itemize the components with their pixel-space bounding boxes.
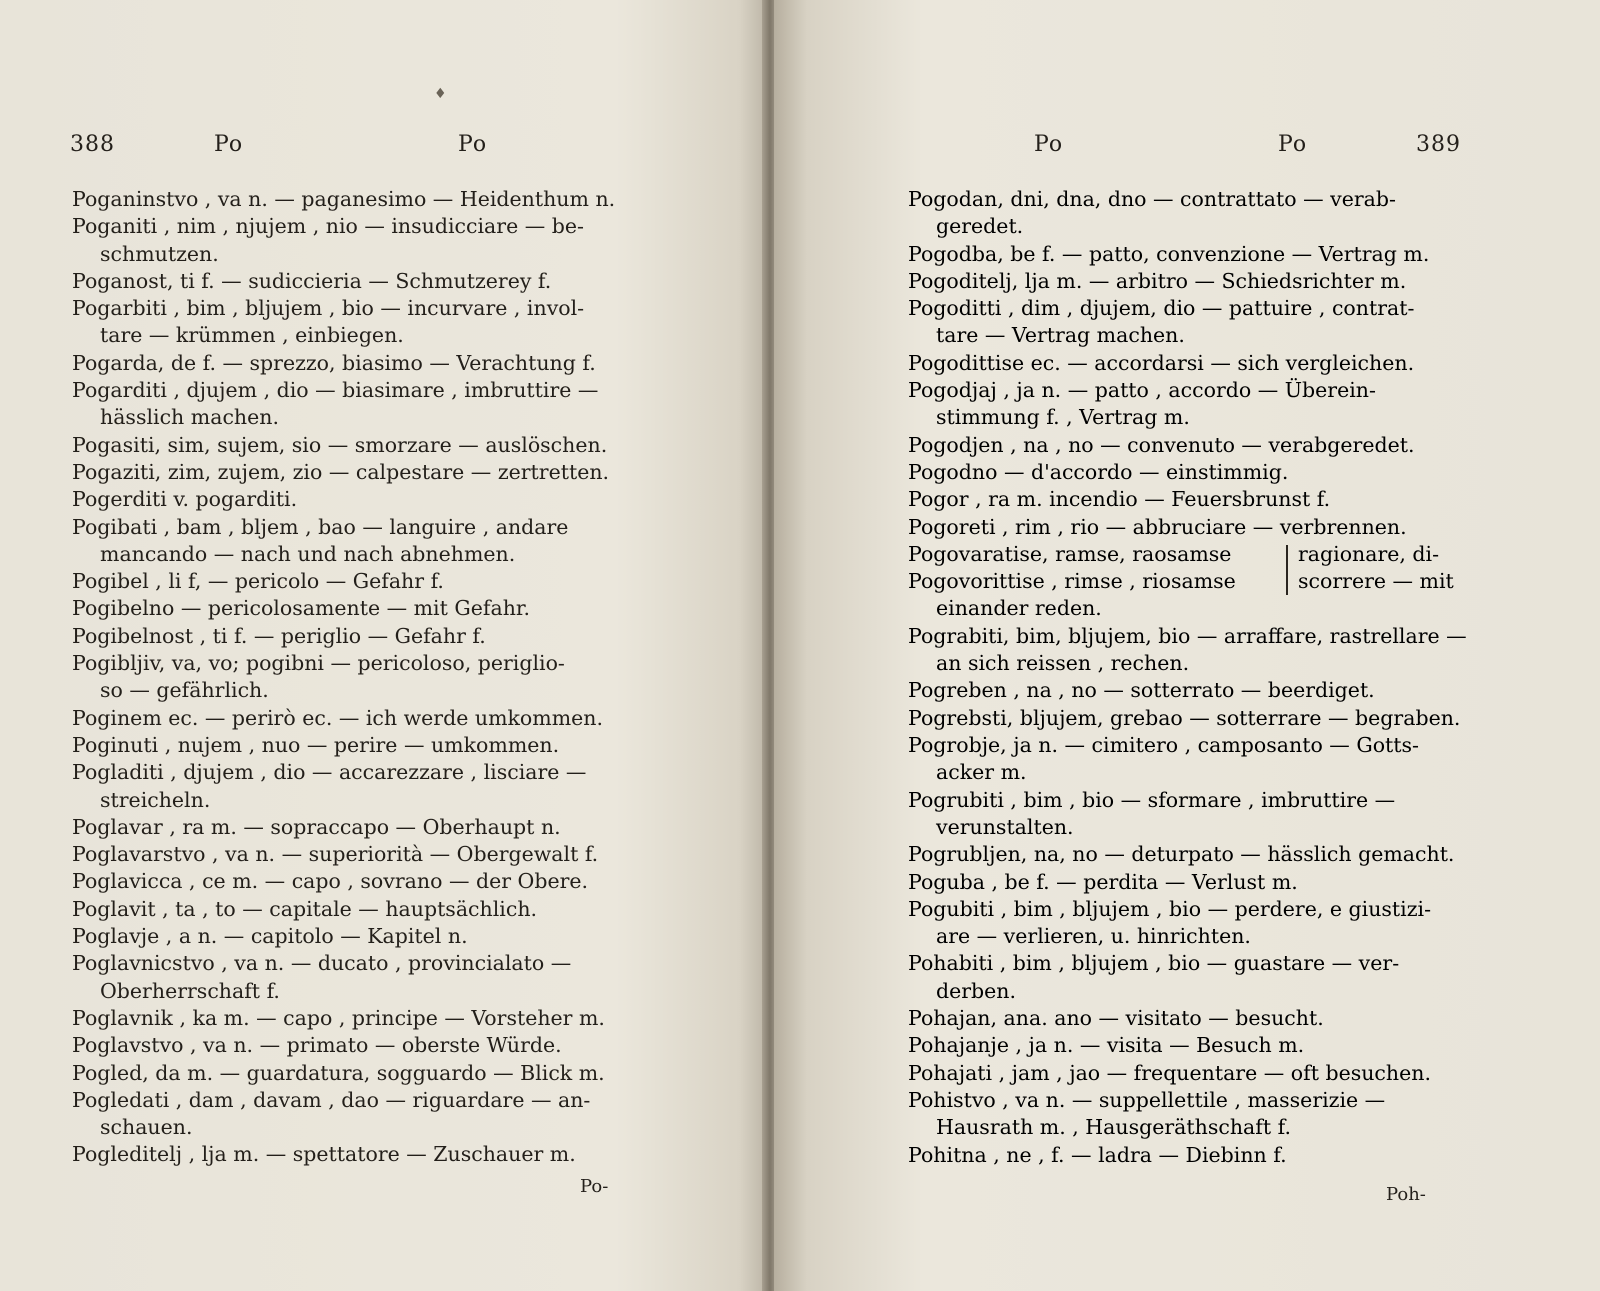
- entry-continuation-line: derben.: [936, 978, 1017, 1003]
- entry-line: Pogibati , bam , bljem , bao — languire , andare: [72, 514, 569, 539]
- entry-line: Poglavnicstvo , va n. — ducato , provincialato —: [72, 951, 572, 976]
- dictionary-entry: [908, 350, 1488, 377]
- brace-mark: [1278, 545, 1288, 595]
- dictionary-entry: [72, 486, 652, 513]
- dictionary-entry: [908, 841, 1488, 868]
- dictionary-entry: [72, 514, 652, 569]
- dictionary-entry: [72, 459, 652, 486]
- entry-continuation-line: tare — Vertrag machen.: [936, 323, 1185, 348]
- dictionary-entry: [72, 1141, 652, 1168]
- entry-continuation-line: mancando — nach und nach abnehmen.: [100, 541, 516, 566]
- entry-continuation-line: geredet.: [936, 214, 1024, 239]
- catchword-left: Po-: [580, 1176, 609, 1197]
- page-number-right: 389: [1416, 132, 1461, 157]
- dictionary-entry: [72, 568, 652, 595]
- entry-line: Pogodittise ec. — accordarsi — sich vergleichen.: [908, 350, 1415, 375]
- running-head-right-a: Po: [1034, 132, 1064, 157]
- entry-line: Pogrebsti, bljujem, grebao — sotterrare — begraben.: [908, 705, 1461, 730]
- dictionary-entry: [908, 377, 1488, 432]
- dictionary-entry: [72, 841, 652, 868]
- dictionary-entry: [72, 896, 652, 923]
- entry-line: Pohitna , ne , f. — ladra — Diebinn f.: [908, 1142, 1287, 1167]
- dictionary-entry: [908, 268, 1488, 295]
- entry-line: Pogoreti , rim , rio — abbruciare — verbrennen.: [908, 514, 1407, 539]
- dictionary-entry: [72, 732, 652, 759]
- dictionary-entry: [72, 268, 652, 295]
- entry-line: Pogrubljen, na, no — deturpato — hässlich gemacht.: [908, 842, 1455, 867]
- entry-line: Poglavit , ta , to — capitale — hauptsächlich.: [72, 896, 538, 921]
- entry-line: Pohajan, ana. ano — visitato — besucht.: [908, 1006, 1324, 1031]
- dictionary-entry: [908, 241, 1488, 268]
- entry-line: Pogled, da m. — guardatura, sogguardo — Blick m.: [72, 1060, 605, 1085]
- dictionary-entry: [72, 377, 652, 432]
- entry-line: Pogodjaj , ja n. — patto , accordo — Überein-: [908, 378, 1376, 403]
- dictionary-entry: [72, 759, 652, 814]
- catchword-right: Poh-: [1386, 1184, 1426, 1205]
- entry-line: Pogerditi v. pogarditi.: [72, 487, 298, 512]
- entry-line: Pogarbiti , bim , bljujem , bio — incurvare , invol-: [72, 296, 585, 321]
- entry-line: Pogibel , li f, — pericolo — Gefahr f.: [72, 569, 444, 594]
- entry-continuation-line: are — verlieren, u. hinrichten.: [936, 924, 1251, 949]
- bracket-line-1: Pogovaratise, ramse, raosamse: [908, 541, 1232, 566]
- dictionary-entry: [72, 950, 652, 1005]
- dictionary-entry: [908, 732, 1488, 787]
- left-entry-list: [72, 186, 652, 1169]
- bracketed-entry: [908, 541, 1488, 623]
- dictionary-entry: [72, 1032, 652, 1059]
- entry-line: Pogodjen , na , no — convenuto — verabgeredet.: [908, 432, 1415, 457]
- dictionary-entry: [72, 295, 652, 350]
- entry-line: Pogor , ra m. incendio — Feuersbrunst f.: [908, 487, 1331, 512]
- entry-line: Pogibljiv, va, vo; pogibni — pericoloso, periglio-: [72, 651, 565, 676]
- entry-line: Pogleditelj , lja m. — spettatore — Zuschauer m.: [72, 1142, 576, 1167]
- entry-continuation-line: verunstalten.: [936, 814, 1074, 839]
- entry-continuation-line: so — gefährlich.: [100, 678, 269, 703]
- entry-line: Pogodan, dni, dna, dno — contrattato — verab-: [908, 187, 1396, 211]
- dictionary-entry: [908, 486, 1488, 513]
- bracket-line-2: Pogovorittise , rimse , riosamse: [908, 568, 1236, 593]
- entry-line: Poglavicca , ce m. — capo , sovrano — der Obere.: [72, 869, 589, 894]
- right-entry-list: [908, 186, 1488, 1169]
- entry-line: Poglavje , a n. — capitolo — Kapitel n.: [72, 924, 468, 949]
- dictionary-entry: [908, 950, 1488, 1005]
- entry-line: Poglavar , ra m. — sopraccapo — Oberhaupt n.: [72, 814, 561, 839]
- entry-continuation-line: an sich reissen , rechen.: [936, 651, 1190, 676]
- entry-line: Poglavstvo , va n. — primato — oberste Würde.: [72, 1033, 562, 1058]
- entry-continuation-line: schmutzen.: [100, 241, 219, 266]
- dictionary-entry: [72, 350, 652, 377]
- dictionary-entry: [72, 623, 652, 650]
- entry-line: Pohistvo , va n. — suppellettile , masserizie —: [908, 1087, 1386, 1112]
- entry-line: Pogarda, de f. — sprezzo, biasimo — Verachtung f.: [72, 350, 596, 375]
- entry-line: Pogibelno — pericolosamente — mit Gefahr.: [72, 596, 530, 621]
- entry-line: Pogladiti , djujem , dio — accarezzare , lisciare —: [72, 760, 587, 785]
- entry-line: Pogasiti, sim, sujem, sio — smorzare — auslöschen.: [72, 432, 608, 457]
- entry-continuation-line: stimmung f. , Vertrag m.: [936, 405, 1190, 430]
- dictionary-entry: [72, 923, 652, 950]
- dictionary-entry: [72, 595, 652, 622]
- dictionary-entry: [908, 1032, 1488, 1059]
- ink-mark: ♦: [434, 86, 447, 102]
- entry-line: Pohajanje , ja n. — visita — Besuch m.: [908, 1033, 1305, 1058]
- dictionary-entry: [72, 1087, 652, 1142]
- entry-line: Poginuti , nujem , nuo — perire — umkommen.: [72, 732, 560, 757]
- running-head-left-b: Po: [458, 132, 488, 157]
- dictionary-entry: [908, 1060, 1488, 1087]
- running-head-right-b: Po: [1278, 132, 1308, 157]
- dictionary-entry: [908, 787, 1488, 842]
- entry-continuation-line: tare — krümmen , einbiegen.: [100, 323, 404, 348]
- entry-line: Poginem ec. — perirò ec. — ich werde umkommen.: [72, 705, 604, 730]
- dictionary-entry: [72, 213, 652, 268]
- entry-line: Pogledati , dam , davam , dao — riguardare — an-: [72, 1087, 591, 1112]
- entry-line: Poguba , be f. — perdita — Verlust m.: [908, 869, 1298, 894]
- dictionary-entry: [908, 1087, 1488, 1142]
- entry-continuation-line: streicheln.: [100, 787, 211, 812]
- entry-line: Pogoditti , dim , djujem, dio — pattuire , contrat-: [908, 296, 1415, 321]
- dictionary-entry: [72, 650, 652, 705]
- dictionary-entry: [72, 1060, 652, 1087]
- dictionary-entry: [908, 705, 1488, 732]
- entry-line: Pogreben , na , no — sotterrato — beerdiget.: [908, 678, 1375, 703]
- dictionary-entry: [72, 186, 652, 213]
- dictionary-entry: [72, 868, 652, 895]
- dictionary-entry: [72, 814, 652, 841]
- entry-continuation-line: Hausrath m. , Hausgeräthschaft f.: [936, 1115, 1291, 1140]
- entry-continuation-line: hässlich machen.: [100, 405, 279, 430]
- left-page: [0, 0, 770, 1291]
- entry-line: Poganiti , nim , njujem , nio — insudicciare — be-: [72, 214, 584, 239]
- entry-continuation-line: schauen.: [100, 1115, 193, 1140]
- dictionary-entry: [908, 295, 1488, 350]
- dictionary-entry: [72, 432, 652, 459]
- dictionary-entry: [908, 623, 1488, 678]
- entry-line: Poglavarstvo , va n. — superiorità — Obergewalt f.: [72, 842, 599, 867]
- entry-line: Pograbiti, bim, bljujem, bio — arraffare, rastrellare —: [908, 623, 1467, 648]
- dictionary-entry: [908, 459, 1488, 486]
- entry-line: Pogrobje, ja n. — cimitero , camposanto — Gotts-: [908, 733, 1419, 758]
- dictionary-entry: [908, 1005, 1488, 1032]
- entry-line: Poganinstvo , va n. — paganesimo — Heidenthum n.: [72, 187, 616, 211]
- bracket-gloss-1: ragionare, di-: [1298, 541, 1440, 566]
- bracket-gloss-2: scorrere — mit: [1298, 568, 1454, 593]
- entry-continuation-line: acker m.: [936, 760, 1027, 785]
- running-head-left-a: Po: [214, 132, 244, 157]
- entry-line: Pogibelnost , ti f. — periglio — Gefahr f.: [72, 623, 486, 648]
- dictionary-entry: [908, 869, 1488, 896]
- entry-line: Pogoditelj, lja m. — arbitro — Schiedsrichter m.: [908, 268, 1407, 293]
- page-number-left: 388: [70, 132, 115, 157]
- entry-line: Pohabiti , bim , bljujem , bio — guastare — ver-: [908, 951, 1400, 976]
- dictionary-entry: [908, 514, 1488, 541]
- entry-line: Poganost, ti f. — sudiccieria — Schmutzerey f.: [72, 268, 552, 293]
- dictionary-entry: [908, 186, 1488, 241]
- entry-line: Pogodno — d'accordo — einstimmig.: [908, 459, 1289, 484]
- entry-line: Poglavnik , ka m. — capo , principe — Vorsteher m.: [72, 1005, 605, 1030]
- dictionary-entry: [908, 432, 1488, 459]
- bracket-continuation: einander reden.: [936, 595, 1102, 620]
- entry-line: Pogarditi , djujem , dio — biasimare , imbruttire —: [72, 378, 599, 403]
- dictionary-entry: [908, 677, 1488, 704]
- entry-line: Pohajati , jam , jao — frequentare — oft besuchen.: [908, 1060, 1431, 1085]
- dictionary-entry: [72, 705, 652, 732]
- entry-line: Pogaziti, zim, zujem, zio — calpestare — zertretten.: [72, 459, 610, 484]
- dictionary-entry: [72, 1005, 652, 1032]
- dictionary-entry: [908, 896, 1488, 951]
- dictionary-entry: [908, 1142, 1488, 1169]
- entry-line: Pogodba, be f. — patto, convenzione — Vertrag m.: [908, 241, 1430, 266]
- entry-line: Pogrubiti , bim , bio — sformare , imbruttire —: [908, 787, 1396, 812]
- entry-line: Pogubiti , bim , bljujem , bio — perdere, e giustizi-: [908, 896, 1431, 921]
- entry-continuation-line: Oberherrschaft f.: [100, 978, 280, 1003]
